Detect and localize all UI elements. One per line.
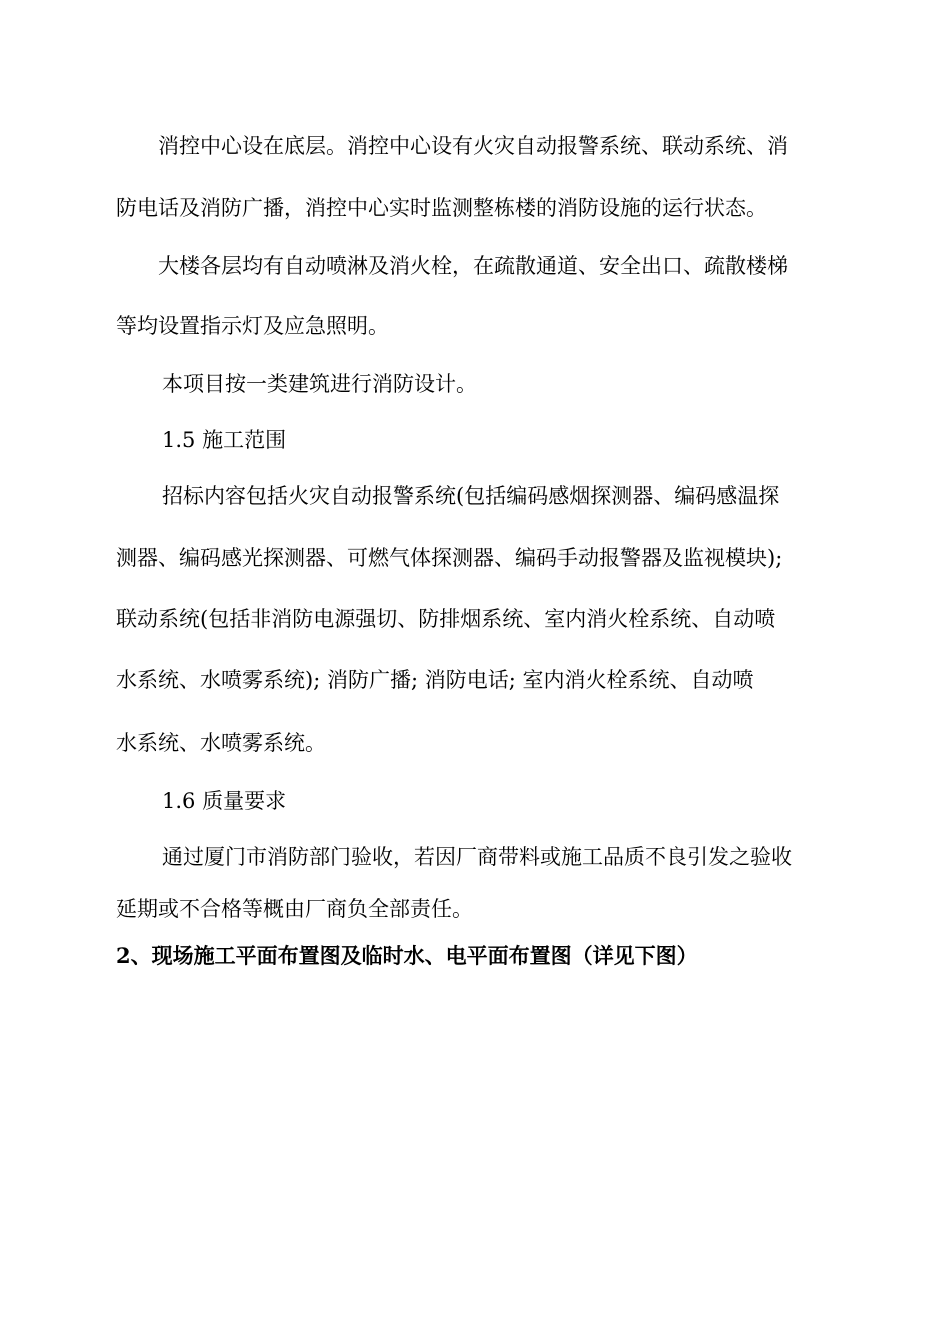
paragraph-line: 本项目按一类建筑进行消防设计。 [162,372,477,396]
paragraph-line: 测器、编码感光探测器、可燃气体探测器、编码手动报警器及监视模块); [116,546,783,570]
section-heading: 1.6 质量要求 [162,789,287,813]
paragraph-line: 等均设置指示灯及应急照明。 [116,314,389,338]
paragraph-line: 招标内容包括火灾自动报警系统(包括编码感烟探测器、编码感温探 [162,484,780,508]
paragraph-line: 防电话及消防广播，消控中心实时监测整栋楼的消防设施的运行状态。 [116,196,767,220]
paragraph-line: 消控中心设在底层。消控中心设有火灾自动报警系统、联动系统、消 [158,134,788,158]
chapter-heading: 2、现场施工平面布置图及临时水、电平面布置图（详见下图） [116,943,698,968]
section-heading: 1.5 施工范围 [162,428,287,452]
paragraph-line: 水系统、水喷雾系统); 消防广播; 消防电话; 室内消火栓系统、自动喷 [116,668,754,692]
paragraph-line: 联动系统(包括非消防电源强切、防排烟系统、室内消火栓系统、自动喷 [116,607,776,631]
paragraph-line: 通过厦门市消防部门验收，若因厂商带料或施工品质不良引发之验收 [162,845,792,869]
paragraph-line: 大楼各层均有自动喷淋及消火栓，在疏散通道、安全出口、疏散楼梯 [158,254,788,278]
paragraph-line: 延期或不合格等概由厂商负全部责任。 [116,897,473,921]
paragraph-line: 水系统、水喷雾系统。 [116,731,326,755]
